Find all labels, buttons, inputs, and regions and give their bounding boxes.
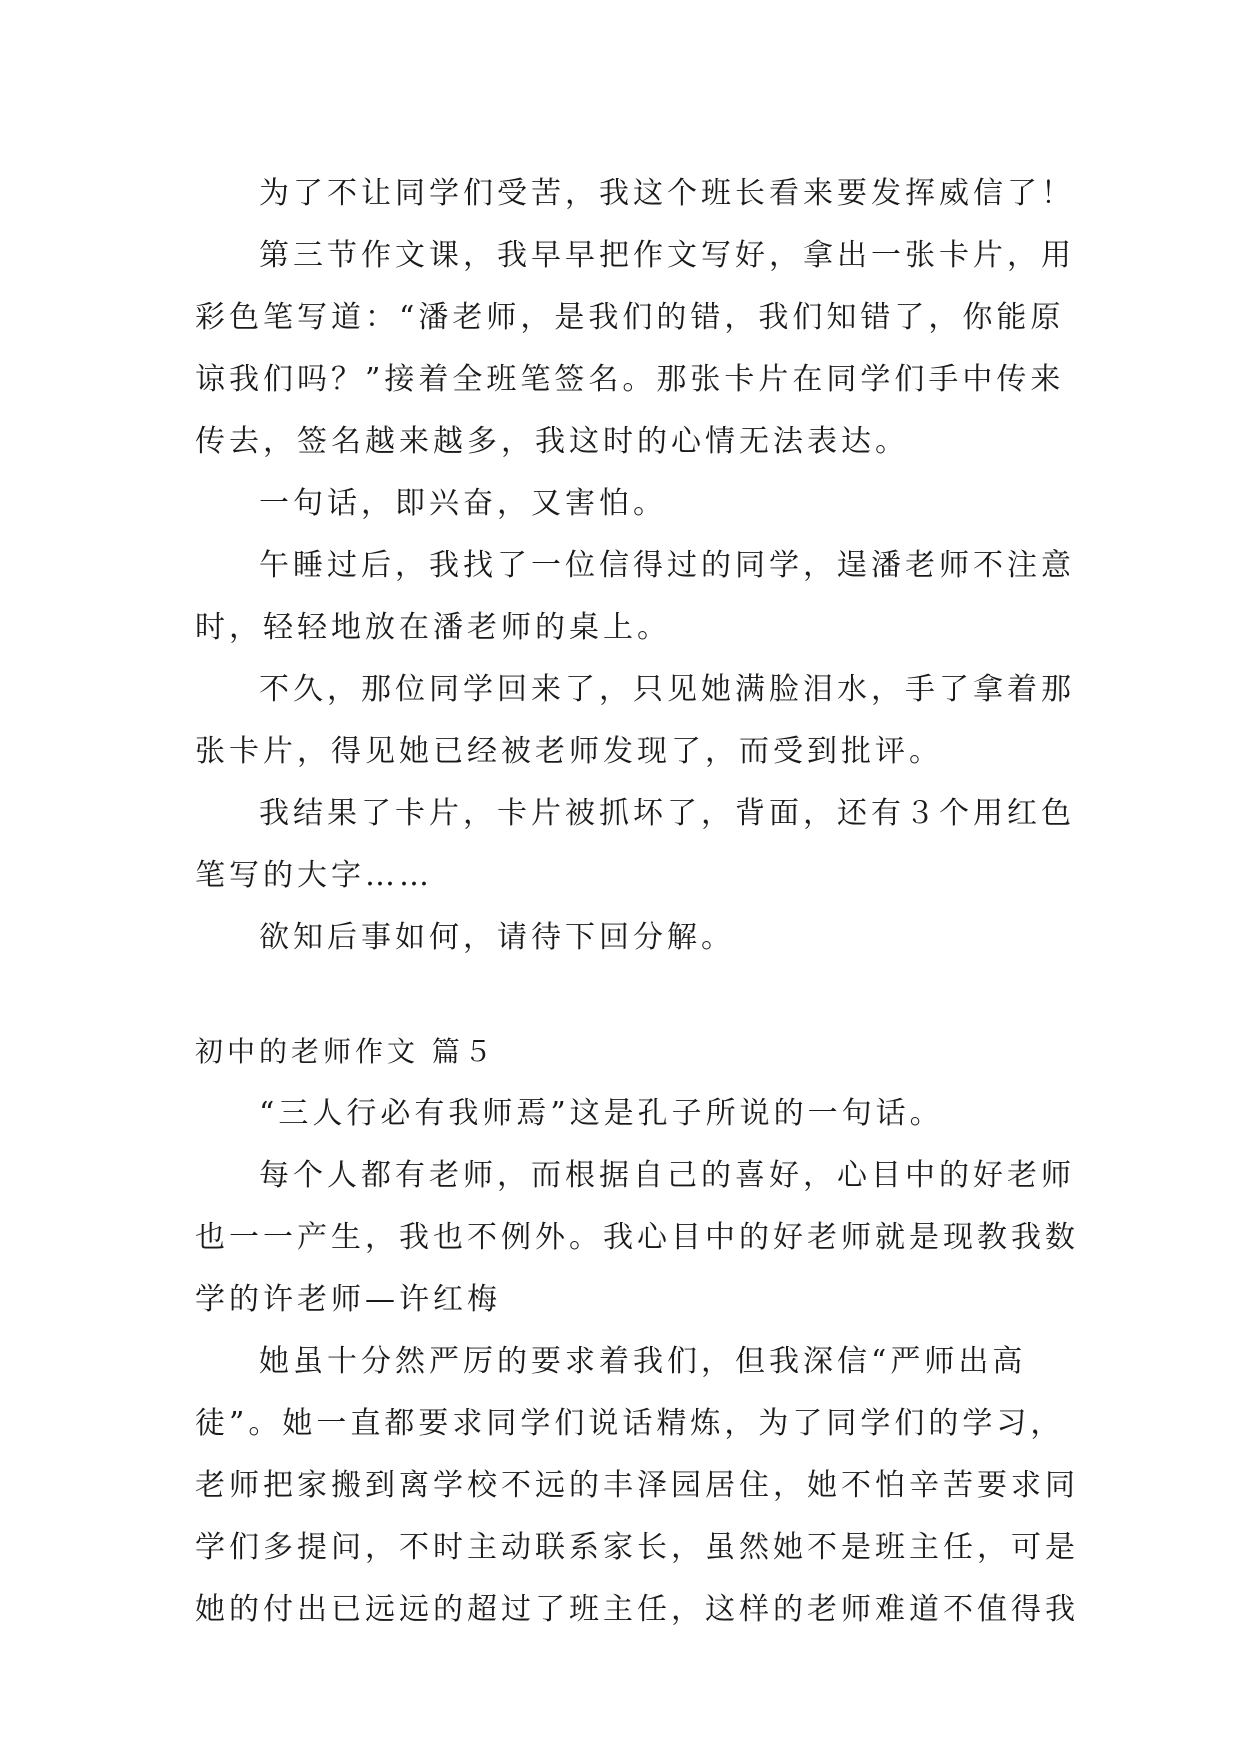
text-line: 张卡片，得见她已经被老师发现了，而受到批评。 (195, 734, 943, 769)
text-line: 一句话，即兴奋，又害怕。 (259, 486, 667, 521)
text-line: 第三节作文课，我早早把作文写好，拿出一张卡片，用 (259, 238, 1075, 273)
document-content (195, 163, 1079, 1641)
text-line: 谅我们吗？”接着全班笔签名。那张卡片在同学们手中传来 (195, 362, 1065, 397)
text-line: 学的许老师—许红梅 (195, 1282, 501, 1317)
text-line: 传去，签名越来越多，我这时的心情无法表达。 (195, 424, 909, 459)
text-line: 彩色笔写道：“潘老师，是我们的错，我们知错了，你能原 (195, 300, 1065, 335)
text-line: 时，轻轻地放在潘老师的桌上。 (195, 610, 671, 645)
section-heading: 初中的老师作文 篇５ (195, 1035, 496, 1068)
text-line: 学们多提问，不时主动联系家长，虽然她不是班主任，可是 (195, 1530, 1079, 1565)
text-line: 午睡过后，我找了一位信得过的同学，逞潘老师不注意 (259, 548, 1075, 583)
essay-part-1 (195, 163, 1075, 969)
text-line: 徒”。她一直都要求同学们说话精炼，为了同学们的学习， (195, 1406, 1065, 1441)
text-line: 不久，那位同学回来了，只见她满脸泪水，手了拿着那 (259, 672, 1075, 707)
text-line: 我结果了卡片，卡片被抓坏了，背面，还有３个用红色 (259, 796, 1075, 831)
text-line: 她虽十分然严厉的要求着我们，但我深信“严师出高 (259, 1344, 1027, 1379)
text-line: 笔写的大字…… (195, 858, 433, 893)
essay-part-2 (195, 1083, 1079, 1641)
text-line: 也一一产生，我也不例外。我心目中的好老师就是现教我数 (195, 1220, 1079, 1255)
text-line: 她的付出已远远的超过了班主任，这样的老师难道不值得我 (195, 1592, 1079, 1627)
section-spacer (195, 969, 1057, 1021)
text-line: 欲知后事如何，请待下回分解。 (259, 920, 735, 955)
text-line: 为了不让同学们受苦，我这个班长看来要发挥威信了！ (259, 176, 1075, 211)
text-line: 老师把家搬到离学校不远的丰泽园居住，她不怕辛苦要求同 (195, 1468, 1079, 1503)
text-line: “三人行必有我师焉”这是孔子所说的一句话。 (259, 1096, 944, 1131)
text-line: 每个人都有老师，而根据自己的喜好，心目中的好老师 (259, 1158, 1075, 1193)
